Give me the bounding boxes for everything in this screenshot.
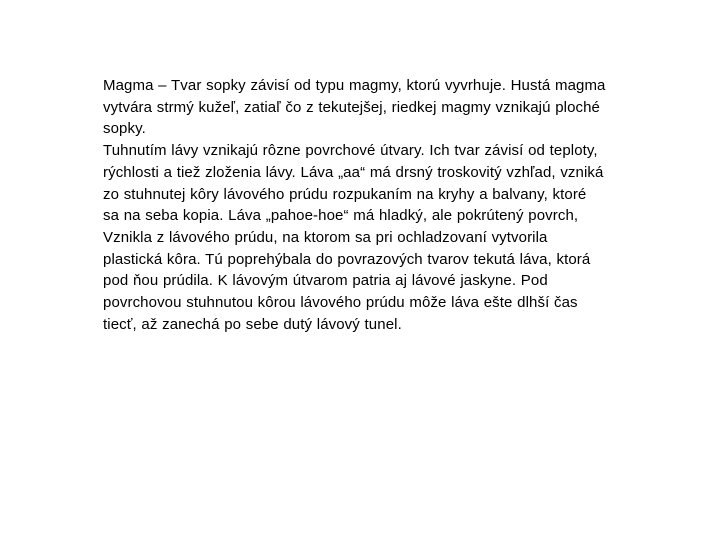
- text-line: vytvára strmý kužeľ, zatiaľ čo z tekutejšej, riedkej magmy vznikajú ploché: [103, 98, 600, 116]
- text-line: zo stuhnutej kôry lávového prúdu rozpukaním na kryhy a balvany, ktoré: [103, 185, 587, 203]
- text-line: Tuhnutím lávy vznikajú rôzne povrchové útvary. Ich tvar závisí od teploty,: [103, 142, 598, 160]
- text-line: plastická kôra. Tú poprehýbala do povrazových tvarov tekutá láva, ktorá: [103, 250, 591, 268]
- body-text: [103, 75, 648, 335]
- text-line: povrchovou stuhnutou kôrou lávového prúdu môže láva ešte dlhší čas: [103, 294, 578, 312]
- text-line: Magma – Tvar sopky závisí od typu magmy, ktorú vyvrhuje. Hustá magma: [103, 77, 606, 94]
- text-line: tiecť, až zanechá po sebe dutý lávový tunel.: [103, 315, 402, 333]
- text-line: Vznikla z lávového prúdu, na ktorom sa pri ochladzovaní vytvorila: [103, 228, 548, 246]
- text-line: sopky.: [103, 120, 146, 138]
- text-line: rýchlosti a tiež zloženia lávy. Láva „aa“ má drsný troskovitý vzhľad, vzniká: [103, 163, 604, 181]
- text-line: sa na seba kopia. Láva „pahoe-hoe“ má hladký, ale pokrútený povrch,: [103, 207, 579, 225]
- text-line: pod ňou prúdila. K lávovým útvarom patria aj lávové jaskyne. Pod: [103, 272, 548, 290]
